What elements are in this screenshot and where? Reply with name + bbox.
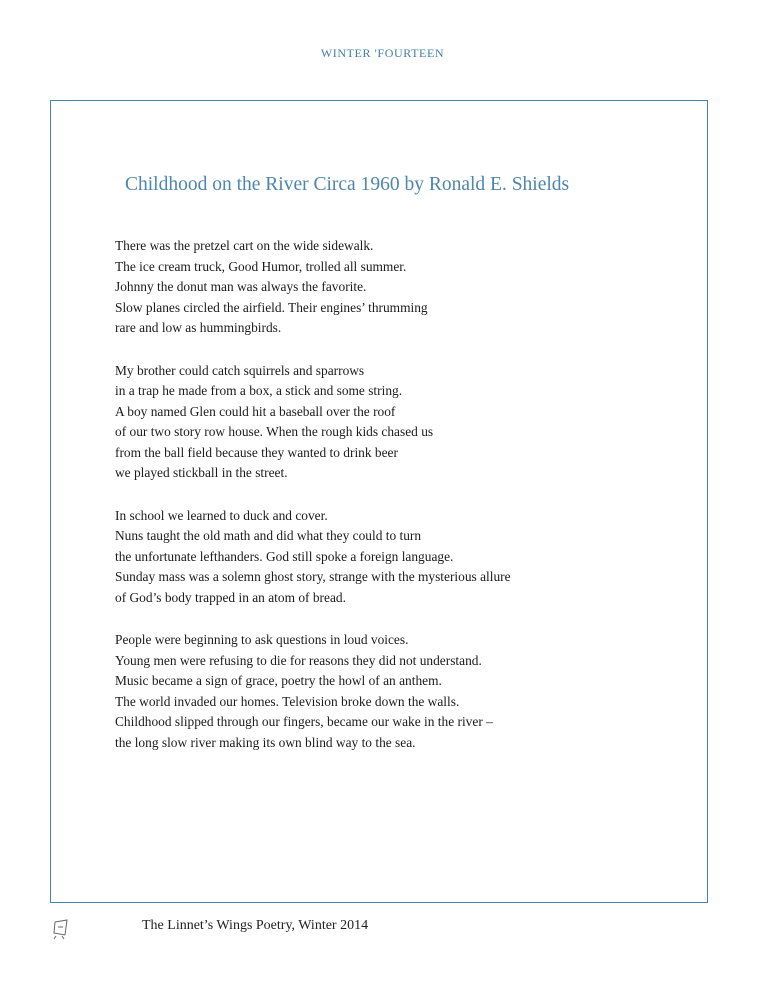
poem-line: Slow planes circled the airfield. Their engines’ thrumming <box>115 299 428 315</box>
stanza-4 <box>115 630 675 753</box>
running-header: WINTER 'FOURTEEN <box>320 46 445 60</box>
poem-line: Nuns taught the old math and did what they could to turn <box>115 528 422 543</box>
poem-line: of God’s body trapped in an atom of bread. <box>115 589 346 605</box>
poem-line: Young men were refusing to die for reasons they did not understand. <box>115 652 482 668</box>
poem-line: rare and low as hummingbirds. <box>115 320 282 335</box>
stanza-2 <box>115 361 675 484</box>
stanza-3 <box>115 506 675 609</box>
footer-text: The Linnet’s Wings Poetry, Winter 2014 <box>142 918 369 933</box>
poem-line: My brother could catch squirrels and sparrows <box>115 362 365 378</box>
poem-line: Music became a sign of grace, poetry the howl of an anthem. <box>115 673 442 688</box>
poem-title: Childhood on the River Circa 1960 by Ronald E. Shields <box>125 174 570 195</box>
stanza-1 <box>115 236 675 339</box>
poem-line: The ice cream truck, Good Humor, trolled all summer. <box>115 258 407 274</box>
poem-line: from the ball field because they wanted to drink beer <box>115 444 398 460</box>
poem-line: the long slow river making its own blind way to the sea. <box>115 734 416 750</box>
poem-line: In school we learned to duck and cover. <box>115 507 328 523</box>
poem-line: A boy named Glen could hit a baseball over the roof <box>115 403 396 419</box>
poem-body <box>115 236 675 775</box>
poem-line: There was the pretzel cart on the wide sidewalk. <box>115 238 374 253</box>
poem-line: People were beginning to ask questions in loud voices. <box>115 632 409 647</box>
poem-line: we played stickball in the street. <box>115 465 288 480</box>
linnet-logo-icon <box>52 918 70 940</box>
poem-line: Childhood slipped through our fingers, became our wake in the river – <box>115 714 493 729</box>
poem-line: of our two story row house. When the rough kids chased us <box>115 424 434 439</box>
poem-line: the unfortunate lefthanders. God still spoke a foreign language. <box>115 548 454 564</box>
poem-line: Sunday mass was a solemn ghost story, strange with the mysterious allure <box>115 569 511 584</box>
poem-line: in a trap he made from a box, a stick and some string. <box>115 383 403 398</box>
poem-line: Johnny the donut man was always the favorite. <box>115 279 367 294</box>
poem-line: The world invaded our homes. Television broke down the walls. <box>115 693 460 709</box>
